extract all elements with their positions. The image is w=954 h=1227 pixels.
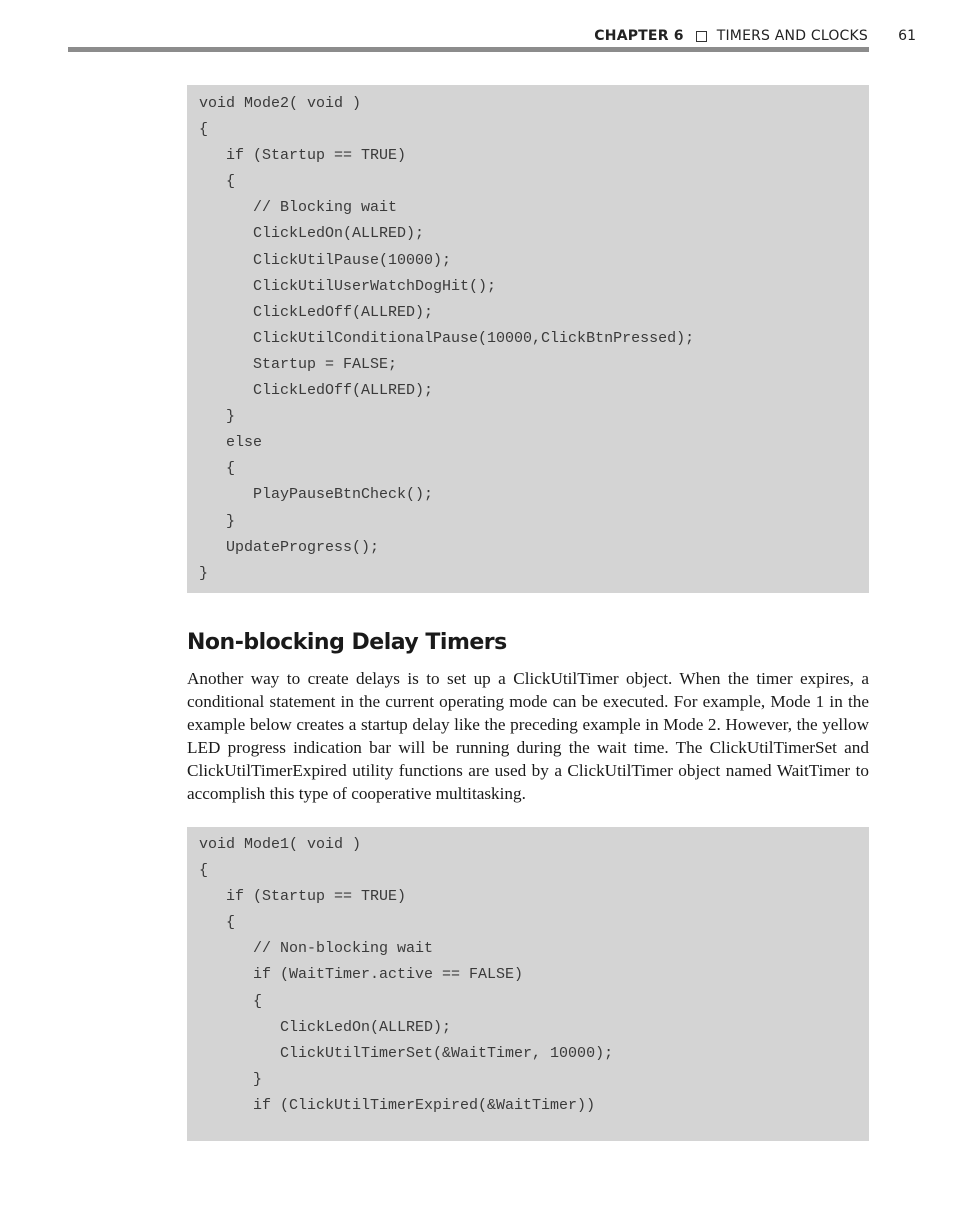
code-line: { [199, 862, 209, 880]
code-line: } [199, 564, 209, 582]
code-line: ClickLedOn(ALLRED); [199, 225, 425, 243]
code-block-mode1 [187, 827, 869, 1141]
running-head [594, 26, 868, 46]
separator-box-icon [696, 31, 707, 42]
code-line: UpdateProgress(); [199, 538, 380, 556]
code-line: ClickUtilTimerSet(&WaitTimer, 10000); [199, 1044, 614, 1062]
page-number: 61 [898, 28, 916, 44]
code-line: if (Startup == TRUE) [199, 147, 407, 165]
code-line: // Non-blocking wait [199, 940, 434, 958]
code-block-mode2 [187, 85, 869, 593]
code-line: if (Startup == TRUE) [199, 888, 407, 906]
code-line: { [199, 121, 209, 139]
code-line: { [199, 992, 263, 1010]
code-line: { [199, 460, 236, 478]
chapter-label: CHAPTER 6 [594, 28, 684, 44]
code-line: } [199, 408, 236, 426]
code-line: { [199, 173, 236, 191]
code-line: // Blocking wait [199, 199, 398, 217]
body-paragraph: Another way to create delays is to set up a ClickUtilTimer object. When the timer expires, a conditional statement in the current operating mode can be executed. For example, Mode 1 in the example below creates a startup delay like the preceding example in Mode 2. However, the yellow LED progress indication bar will be running during the wait time. The ClickUtilTimerSet and ClickUtilTimerExpired utility functions are used by a ClickUtilTimer object named WaitTimer to accomplish this type of cooperative multitasking. [187, 669, 869, 803]
code-line: ClickUtilPause(10000); [199, 251, 452, 269]
code-line: void Mode2( void ) [199, 95, 362, 112]
code-line: { [199, 914, 236, 932]
code-line: } [199, 512, 236, 530]
section-heading: Non-blocking Delay Timers [187, 630, 507, 655]
code-line: void Mode1( void ) [199, 836, 362, 853]
code-line: PlayPauseBtnCheck(); [199, 486, 434, 504]
code-line: ClickLedOn(ALLRED); [199, 1018, 452, 1036]
code-line: if (ClickUtilTimerExpired(&WaitTimer)) [199, 1096, 596, 1114]
code-line: Startup = FALSE; [199, 355, 398, 373]
code-line: ClickLedOff(ALLRED); [199, 382, 434, 400]
code-line: ClickLedOff(ALLRED); [199, 303, 434, 321]
code-line: ClickUtilUserWatchDogHit(); [199, 277, 497, 295]
code-line: } [199, 1070, 263, 1088]
code-line: if (WaitTimer.active == FALSE) [199, 966, 524, 984]
code-line: ClickUtilConditionalPause(10000,ClickBtnPressed); [199, 329, 695, 347]
header-rule [68, 47, 869, 52]
code-line: else [199, 434, 263, 452]
chapter-title: TIMERS AND CLOCKS [716, 28, 868, 44]
